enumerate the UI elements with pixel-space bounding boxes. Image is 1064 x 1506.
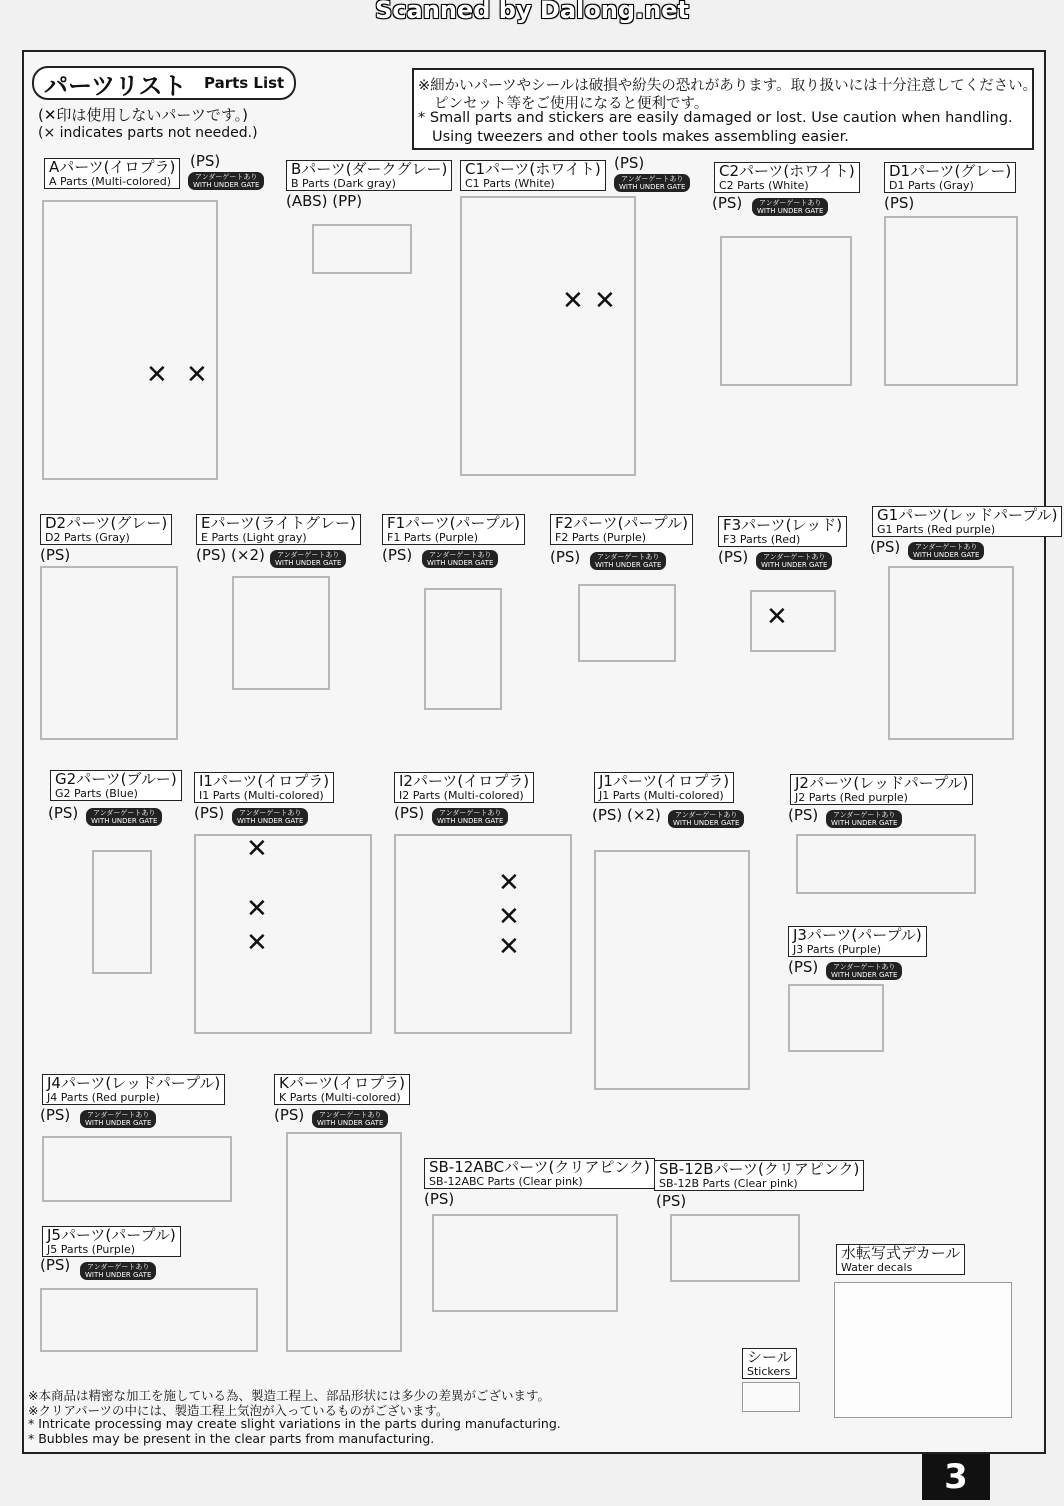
badge-jp: アンダーゲートあり	[758, 199, 822, 207]
runner-sb12b	[670, 1214, 800, 1282]
section-en: C1 Parts (White)	[465, 177, 555, 190]
section-jp: D2パーツ(グレー)	[45, 514, 168, 532]
badge-jp: アンダーゲートあり	[238, 809, 302, 817]
under-gate-badge	[432, 808, 508, 826]
material-j4: (PS)	[40, 1106, 71, 1124]
runner-j2	[796, 834, 976, 894]
runner-c1	[460, 196, 636, 476]
section-jp: SB-12Bパーツ(クリアピンク)	[659, 1160, 860, 1178]
not-needed-cross-icon: ✕	[246, 894, 268, 924]
badge-en: WITH UNDER GATE	[831, 819, 898, 827]
runner-j5	[40, 1288, 258, 1352]
material-j1: (PS) (×2)	[592, 806, 661, 824]
under-gate-badge	[80, 1110, 156, 1128]
section-jp: Bパーツ(ダークグレー)	[291, 160, 448, 178]
not-needed-cross-icon: ✕	[498, 902, 520, 932]
section-en: J1 Parts (Multi-colored)	[599, 789, 724, 802]
badge-jp: アンダーゲートあり	[596, 553, 660, 561]
section-jp: Eパーツ(ライトグレー)	[201, 514, 356, 532]
section-en: G1 Parts (Red purple)	[877, 523, 996, 536]
section-jp: D1パーツ(グレー)	[889, 162, 1012, 180]
section-label-d1	[884, 162, 1016, 193]
section-en: C2 Parts (White)	[719, 179, 809, 192]
badge-en: WITH UNDER GATE	[85, 1271, 152, 1279]
under-gate-badge	[270, 550, 346, 568]
not-needed-note-en: (× indicates parts not needed.)	[38, 125, 258, 141]
not-needed-cross-icon: ✕	[766, 602, 788, 632]
material-f2: (PS)	[550, 548, 581, 566]
section-label-j1	[594, 772, 734, 803]
section-en: E Parts (Light gray)	[201, 531, 307, 544]
badge-jp: アンダーゲートあり	[428, 551, 492, 559]
badge-en: WITH UNDER GATE	[275, 559, 342, 567]
section-jp: F2パーツ(パープル)	[555, 514, 688, 532]
section-label-j5	[42, 1226, 181, 1257]
section-jp: C1パーツ(ホワイト)	[465, 160, 601, 178]
section-en: K Parts (Multi-colored)	[279, 1091, 401, 1104]
runner-c2	[720, 236, 852, 386]
badge-en: WITH UNDER GATE	[831, 971, 898, 979]
badge-jp: アンダーゲートあり	[86, 1263, 150, 1271]
material-k: (PS)	[274, 1106, 305, 1124]
material-i2: (PS)	[394, 804, 425, 822]
section-en: G2 Parts (Blue)	[55, 787, 138, 800]
under-gate-badge	[756, 552, 832, 570]
badge-jp: アンダーゲートあり	[194, 173, 258, 181]
section-label-c1	[460, 160, 606, 191]
caution-line: Using tweezers and other tools makes assembling easier.	[432, 129, 849, 145]
badge-jp: アンダーゲートあり	[276, 551, 340, 559]
decals-en: Water decals	[841, 1261, 913, 1274]
badge-en: WITH UNDER GATE	[437, 817, 504, 825]
badge-jp: アンダーゲートあり	[914, 543, 978, 551]
material-sb12abc: (PS)	[424, 1190, 455, 1208]
material-c2: (PS)	[712, 194, 743, 212]
badge-en: WITH UNDER GATE	[317, 1119, 384, 1127]
not-needed-cross-icon: ✕	[562, 286, 584, 316]
runner-d1	[884, 216, 1018, 386]
section-label-sb12b	[654, 1160, 864, 1191]
section-en: J2 Parts (Red purple)	[795, 791, 908, 804]
under-gate-badge	[668, 810, 744, 828]
runner-g2	[92, 850, 152, 974]
page-number: 3	[922, 1454, 990, 1500]
runner-j3	[788, 984, 884, 1052]
badge-jp: アンダーゲートあり	[318, 1111, 382, 1119]
runner-k	[286, 1132, 402, 1352]
decals-jp: 水転写式デカール	[841, 1244, 961, 1262]
section-jp: SB-12ABCパーツ(クリアピンク)	[429, 1158, 650, 1176]
badge-en: WITH UNDER GATE	[619, 183, 686, 191]
section-jp: G2パーツ(ブルー)	[55, 770, 177, 788]
section-en: D2 Parts (Gray)	[45, 531, 130, 544]
material-a: (PS)	[190, 152, 221, 170]
material-d2: (PS)	[40, 546, 71, 564]
under-gate-badge	[188, 172, 264, 190]
badge-en: WITH UNDER GATE	[913, 551, 980, 559]
material-f3: (PS)	[718, 548, 749, 566]
section-label-i2	[394, 772, 534, 803]
decal-sheet-image	[834, 1282, 1012, 1418]
under-gate-badge	[614, 174, 690, 192]
runner-i1	[194, 834, 372, 1034]
material-f1: (PS)	[382, 546, 413, 564]
section-en: I2 Parts (Multi-colored)	[399, 789, 524, 802]
section-en: J4 Parts (Red purple)	[47, 1091, 160, 1104]
under-gate-badge	[826, 962, 902, 980]
section-jp: J5パーツ(パープル)	[47, 1226, 176, 1244]
watermark: Scanned by Dalong.net	[375, 0, 689, 24]
under-gate-badge	[86, 808, 162, 826]
section-label-g1	[872, 506, 1062, 537]
section-jp: C2パーツ(ホワイト)	[719, 162, 855, 180]
section-en: F1 Parts (Purple)	[387, 531, 479, 544]
section-label-d2	[40, 514, 172, 545]
under-gate-badge	[312, 1110, 388, 1128]
section-en: F3 Parts (Red)	[723, 533, 801, 546]
badge-jp: アンダーゲートあり	[832, 963, 896, 971]
section-label-i1	[194, 772, 334, 803]
section-label-f3	[718, 516, 847, 547]
section-label-j4	[42, 1074, 225, 1105]
under-gate-badge	[908, 542, 984, 560]
badge-jp: アンダーゲートあり	[762, 553, 826, 561]
material-j3: (PS)	[788, 958, 819, 976]
page-title-jp: パーツリスト	[44, 72, 187, 100]
runner-sb12abc	[432, 1214, 618, 1312]
under-gate-badge	[232, 808, 308, 826]
section-jp: J4パーツ(レッドパープル)	[47, 1074, 221, 1092]
runner-j1	[594, 850, 750, 1090]
section-label-f1	[382, 514, 525, 545]
section-jp: J2パーツ(レッドパープル)	[795, 774, 969, 792]
material-j5: (PS)	[40, 1256, 71, 1274]
section-jp: I1パーツ(イロプラ)	[199, 772, 330, 790]
runner-g1	[888, 566, 1014, 740]
not-needed-cross-icon: ✕	[186, 360, 208, 390]
stickers-label	[742, 1348, 797, 1379]
section-en: A Parts (Multi-colored)	[49, 175, 171, 188]
section-jp: F1パーツ(パープル)	[387, 514, 520, 532]
not-needed-cross-icon: ✕	[498, 932, 520, 962]
section-label-k	[274, 1074, 410, 1105]
under-gate-badge	[422, 550, 498, 568]
material-e: (PS) (×2)	[196, 546, 265, 564]
section-en: SB-12ABC Parts (Clear pink)	[429, 1175, 583, 1188]
runner-f2	[578, 584, 676, 662]
badge-en: WITH UNDER GATE	[595, 561, 662, 569]
section-jp: F3パーツ(レッド)	[723, 516, 843, 534]
section-jp: Kパーツ(イロプラ)	[279, 1074, 405, 1092]
badge-jp: アンダーゲートあり	[92, 809, 156, 817]
runner-i2	[394, 834, 572, 1034]
section-label-e	[196, 514, 361, 545]
caution-line: ピンセット等をご使用になると便利です。	[434, 96, 709, 112]
material-g1: (PS)	[870, 538, 901, 556]
section-en: J3 Parts (Purple)	[793, 943, 882, 956]
under-gate-badge	[826, 810, 902, 828]
badge-en: WITH UNDER GATE	[673, 819, 740, 827]
section-en: B Parts (Dark gray)	[291, 177, 396, 190]
footer-note: ※クリアパーツの中には、製造工程上気泡が入っているものがございます。	[28, 1403, 449, 1418]
section-en: J5 Parts (Purple)	[47, 1243, 136, 1256]
section-label-a	[44, 158, 180, 189]
badge-en: WITH UNDER GATE	[193, 181, 260, 189]
material-j2: (PS)	[788, 806, 819, 824]
badge-jp: アンダーゲートあり	[438, 809, 502, 817]
not-needed-cross-icon: ✕	[146, 360, 168, 390]
material-sb12b: (PS)	[656, 1192, 687, 1210]
section-label-j3	[788, 926, 927, 957]
section-jp: J1パーツ(イロプラ)	[599, 772, 730, 790]
footer-note: ※本商品は精密な加工を施している為、製造工程上、部品形状には多少の差異がございます。	[28, 1388, 550, 1403]
material-g2: (PS)	[48, 804, 79, 822]
section-jp: I2パーツ(イロプラ)	[399, 772, 530, 790]
section-label-c2	[714, 162, 860, 193]
section-en: I1 Parts (Multi-colored)	[199, 789, 324, 802]
stickers-jp: シール	[747, 1348, 792, 1366]
caution-line: * Small parts and stickers are easily damaged or lost. Use caution when handling.	[418, 110, 1013, 126]
badge-en: WITH UNDER GATE	[761, 561, 828, 569]
not-needed-cross-icon: ✕	[498, 868, 520, 898]
section-en: SB-12B Parts (Clear pink)	[659, 1177, 798, 1190]
runner-f3	[750, 590, 836, 652]
page-title-en: Parts List	[204, 74, 285, 92]
section-label-sb12abc	[424, 1158, 655, 1189]
section-label-j2	[790, 774, 973, 805]
section-jp: J3パーツ(パープル)	[793, 926, 922, 944]
badge-jp: アンダーゲートあり	[86, 1111, 150, 1119]
badge-jp: アンダーゲートあり	[674, 811, 738, 819]
badge-jp: アンダーゲートあり	[832, 811, 896, 819]
material-d1: (PS)	[884, 194, 915, 212]
footer-note: * Bubbles may be present in the clear parts from manufacturing.	[28, 1431, 435, 1446]
runner-e	[232, 576, 330, 690]
badge-en: WITH UNDER GATE	[91, 817, 158, 825]
badge-en: WITH UNDER GATE	[427, 559, 494, 567]
caution-line: ※細かいパーツやシールは破損や紛失の恐れがあります。取り扱いには十分注意してください。	[418, 78, 1038, 94]
not-needed-cross-icon: ✕	[246, 834, 268, 864]
badge-jp: アンダーゲートあり	[620, 175, 684, 183]
material-c1: (PS)	[614, 154, 645, 172]
not-needed-cross-icon: ✕	[594, 286, 616, 316]
badge-en: WITH UNDER GATE	[757, 207, 824, 215]
material-b: (ABS) (PP)	[286, 192, 363, 210]
footer-note: * Intricate processing may create slight variations in the parts during manufacturing.	[28, 1416, 561, 1431]
section-en: F2 Parts (Purple)	[555, 531, 647, 544]
section-label-f2	[550, 514, 693, 545]
section-en: D1 Parts (Gray)	[889, 179, 974, 192]
section-label-g2	[50, 770, 182, 801]
stickers-en: Stickers	[747, 1365, 791, 1378]
sticker-sheet-image	[742, 1382, 800, 1412]
runner-f1	[424, 588, 502, 710]
runner-b	[312, 224, 412, 274]
runner-d2	[40, 566, 178, 740]
material-i1: (PS)	[194, 804, 225, 822]
under-gate-badge	[590, 552, 666, 570]
decals-label	[836, 1244, 965, 1275]
section-jp: Aパーツ(イロプラ)	[49, 158, 176, 176]
section-label-b	[286, 160, 452, 191]
badge-en: WITH UNDER GATE	[85, 1119, 152, 1127]
under-gate-badge	[752, 198, 828, 216]
not-needed-note-jp: (✕印は使用しないパーツです。)	[38, 106, 248, 124]
section-jp: G1パーツ(レッドパープル)	[877, 506, 1058, 524]
under-gate-badge	[80, 1262, 156, 1280]
not-needed-cross-icon: ✕	[246, 928, 268, 958]
runner-j4	[42, 1136, 232, 1202]
badge-en: WITH UNDER GATE	[237, 817, 304, 825]
runner-a	[42, 200, 218, 480]
